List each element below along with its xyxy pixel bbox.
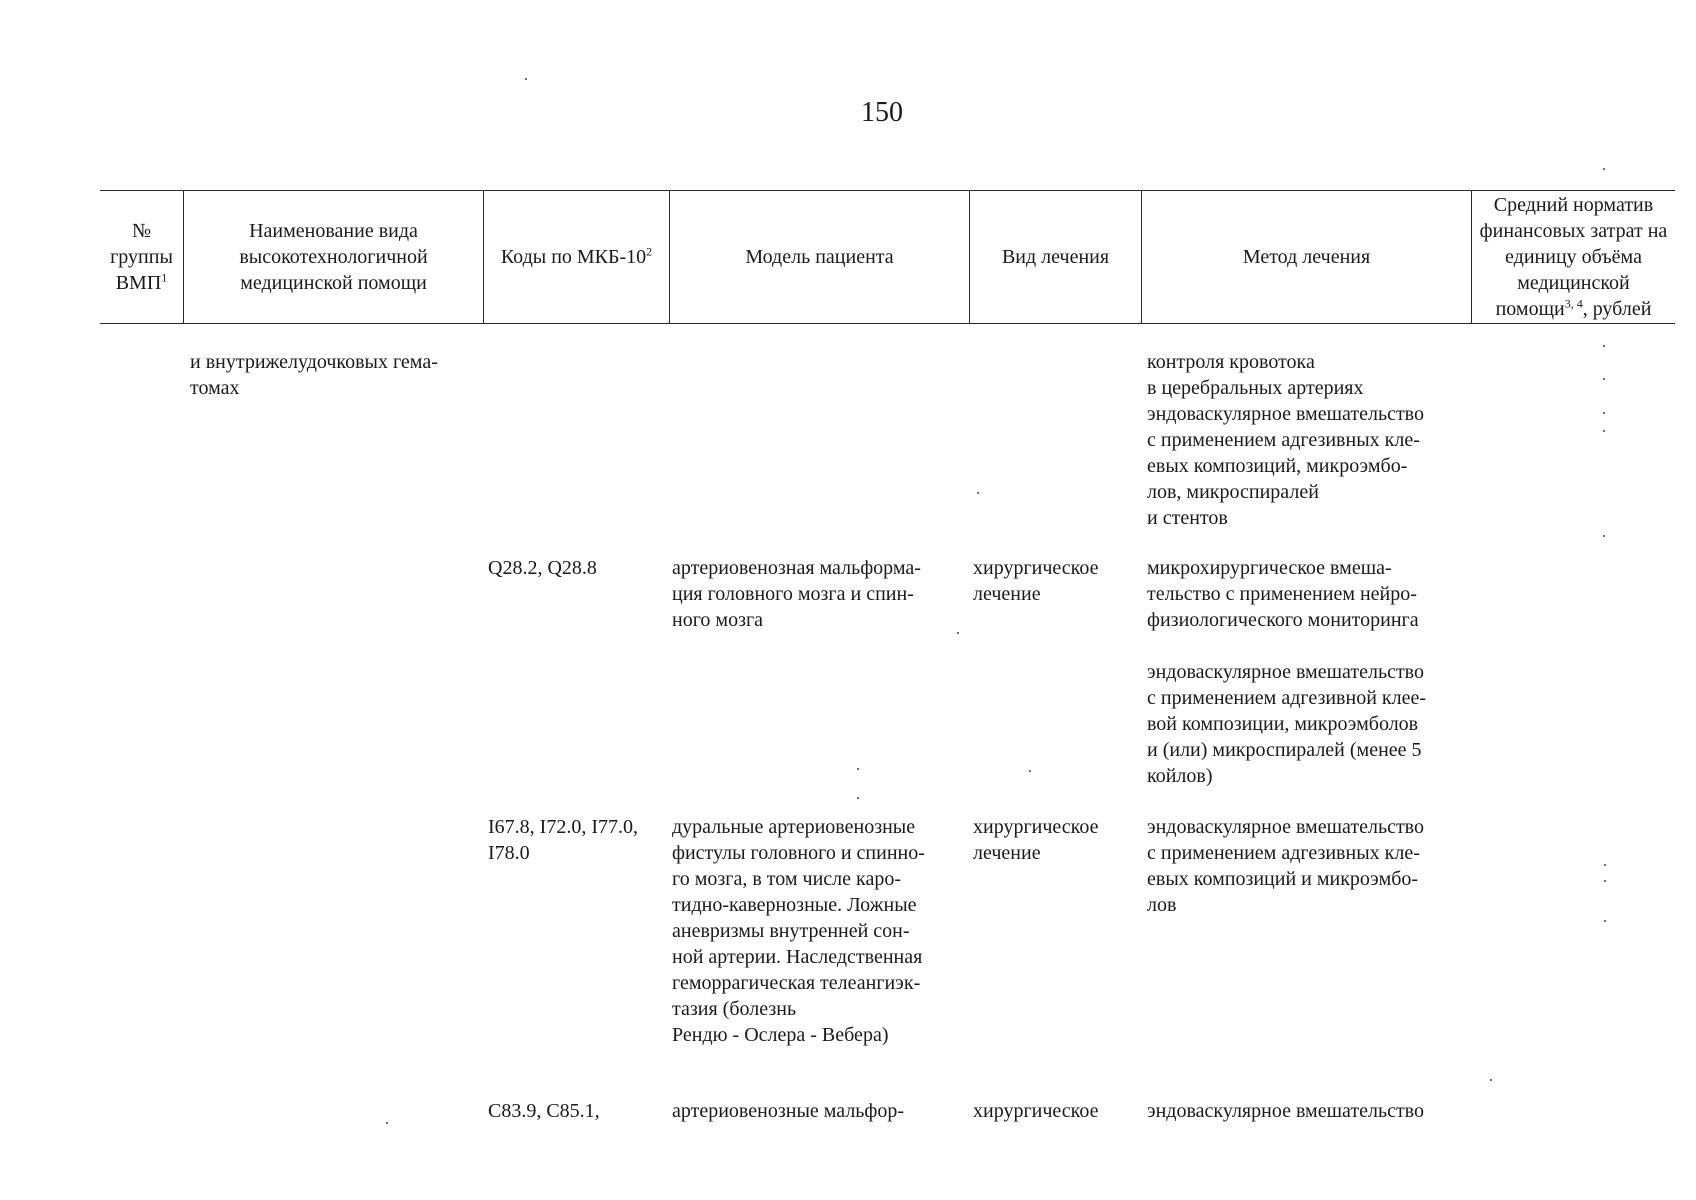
header-cost-norm-unit: , рублей bbox=[1582, 298, 1652, 320]
row-2-treatment: хирургическое лечение bbox=[973, 557, 1099, 605]
header-treatment-type-text: Вид лечения bbox=[1001, 246, 1110, 268]
scan-speck bbox=[1029, 770, 1031, 772]
row-5-method: эндоваскулярное вмешательство bbox=[1147, 1100, 1424, 1122]
scan-speck bbox=[857, 768, 859, 770]
row-4-method: эндоваскулярное вмешательство с применением адгезивных кле- евых композиций и микроэмбо- лов bbox=[1147, 816, 1424, 916]
table-header bbox=[100, 190, 1675, 324]
scan-speck bbox=[1603, 535, 1605, 537]
scan-speck bbox=[977, 492, 979, 494]
scan-speck bbox=[525, 78, 527, 80]
scan-speck bbox=[1604, 864, 1606, 866]
header-group-no bbox=[100, 191, 184, 323]
row-4-codes: I67.8, I72.0, I77.0, I78.0 bbox=[488, 816, 638, 864]
scan-speck bbox=[1604, 880, 1606, 882]
header-name bbox=[184, 191, 484, 323]
header-treatment-type bbox=[970, 191, 1142, 323]
header-icd-codes-footnote: 2 bbox=[646, 244, 653, 259]
header-icd-codes-text: Коды по МКБ-10 bbox=[500, 246, 647, 268]
header-name-text: Наименование вида высокотехнологичной медицинской помощи bbox=[239, 220, 428, 294]
scan-speck bbox=[1490, 1079, 1492, 1081]
scan-speck bbox=[1603, 345, 1605, 347]
scan-speck bbox=[1603, 168, 1605, 170]
header-patient-model bbox=[670, 191, 970, 323]
header-treatment-method-text: Метод лечения bbox=[1242, 246, 1371, 268]
header-cost-norm-footnote: 3, 4 bbox=[1564, 296, 1583, 311]
scan-speck bbox=[957, 632, 959, 634]
row-3-method: эндоваскулярное вмешательство с применением адгезивной клее- вой композиции, микроэмболов и (или) микроспиралей (менее 5 койлов) bbox=[1147, 661, 1427, 787]
scan-speck bbox=[386, 1122, 388, 1124]
header-icd-codes bbox=[484, 191, 670, 323]
page-number: 150 bbox=[861, 97, 903, 128]
row-1-name: и внутрижелудочковых гема- томах bbox=[190, 351, 438, 399]
row-2-method: микрохирургическое вмеша- тельство с применением нейро- физиологического мониторинга bbox=[1147, 557, 1419, 631]
scan-speck bbox=[1604, 920, 1606, 922]
scan-speck bbox=[1603, 412, 1605, 414]
row-1-method: контроля кровотока в церебральных артериях эндоваскулярное вмешательство с применением адгезивных кле- евых композиций, микроэмбо- лов, микроспиралей и стентов bbox=[1147, 351, 1424, 529]
row-5-model: артериовенозные мальфор- bbox=[672, 1100, 905, 1122]
header-group-no-text: № группы ВМП bbox=[110, 220, 173, 294]
scan-speck bbox=[1603, 378, 1605, 380]
header-patient-model-text: Модель пациента bbox=[745, 246, 894, 268]
row-5-codes: C83.9, C85.1, bbox=[488, 1100, 600, 1122]
row-4-model: дуральные артериовенозные фистулы головного и спинно- го мозга, в том числе каро- тидно-кавернозные. Ложные аневризмы внутренней сон- ной артерии. Наследственная геморрагическая телеангиэк- тазия (болезнь Рендю - Ослера - Вебера) bbox=[672, 816, 925, 1046]
header-group-no-footnote: 1 bbox=[161, 270, 168, 285]
header-cost-norm bbox=[1472, 191, 1675, 323]
row-5-treatment: хирургическое bbox=[973, 1100, 1099, 1122]
row-4-treatment: хирургическое лечение bbox=[973, 816, 1099, 864]
scan-speck bbox=[857, 797, 859, 799]
header-treatment-method bbox=[1142, 191, 1472, 323]
row-2-codes: Q28.2, Q28.8 bbox=[488, 557, 597, 579]
scan-speck bbox=[1603, 430, 1605, 432]
row-2-model: артериовенозная мальформа- ция головного мозга и спин- ного мозга bbox=[672, 557, 921, 631]
header-cost-norm-text: Средний норматив финансовых затрат на единицу объёма медицинской помощи bbox=[1479, 194, 1668, 320]
